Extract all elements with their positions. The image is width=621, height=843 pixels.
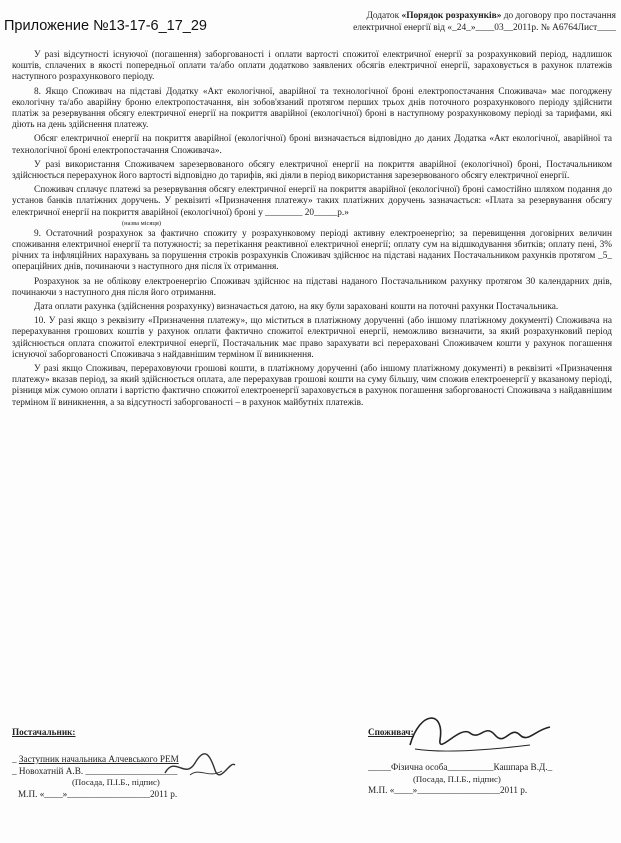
paragraph: Споживач сплачує платежі за резервування обсягу електричної енергії на покриття аварійної (екологічної) броні самостійно шляхом подання до установ банків платіжних доручень. У реквізиті «Призначення платежу» таких платіжних доручень зазначається: «Плата за резервування обсягу електричної енергії на покриття аварійної (екологічної) броні у ________ 20_____р.» [12, 185, 612, 218]
supplier-block [12, 727, 75, 739]
consumer-details: _____Фізична особа__________Кашпара В.Д._ (Посада, П.І.Б., підпис) М.П. «____»__________________2011 р. [368, 762, 613, 797]
consumer-signature [400, 705, 560, 765]
paragraph: У разі використання Споживачем зарезервованого обсягу електричної енергії на покриття аварійної (екологічної) броні, Постачальником здійснюється перерахунок його вартості відповідно до тарифів, які діяли в період використання зарезервованого обсягу електричної енергії. [12, 159, 612, 182]
header-suffix: до договору про постачання [503, 11, 616, 21]
document-body [12, 50, 612, 412]
paragraph: Обсяг електричної енергії на покриття аварійної (екологічної) броні визначається відповідно до даних Додатка «Акт екологічної, аварійної та технологічної броні електропостачання Споживача». [12, 134, 612, 156]
supplier-seal: М.П. «____»__________________2011 р. [18, 788, 178, 799]
attachment-label: Приложение №13-17-6_17_29 [4, 18, 207, 34]
paragraph: Дата оплати рахунка (здійснення розрахунку) визначається датою, на яку були зараховані кошти на поточні рахунки Постачальника. [34, 302, 559, 313]
paragraph: Розрахунок за не облікову електроенергію Споживач здійснює на підставі наданого Постачальником рахунку протягом 30 календарних днів, починаючи з наступного дня після його отримання. [12, 276, 612, 298]
supplier-name: Новохатній А.В. [18, 765, 84, 776]
header-prefix: Додаток [366, 11, 400, 21]
supplier-signature [160, 745, 240, 785]
document-header [278, 10, 616, 34]
consumer-seal: М.П. «____»__________________2011 р. [368, 785, 528, 795]
supplier-details: _ Заступник начальника Алчевського РЕМ _ Новохатній А.В. ____________________ (Посада, П.І.Б., підпис) М.П. «____»__________________2011 р. [12, 754, 272, 800]
paragraph: 10. У разі якщо з реквізиту «Призначення платежу», що міститься в платіжному дорученні (або іншому платіжному документі) Споживача на перерахування грошових коштів у рахунок оплати фактично спожитої електричної енергії, неможливо визначити, за який розрахунковий період здійснюється оплата спожитої електричної енергії, Постачальник має право зарахувати всі перераховані Споживачем кошти у рахунок погашення існуючої заборгованості Споживача з найдавнішим терміном її виникнення. [12, 316, 612, 360]
header-contract-line: електричної енергії від «_24_»____03__2011р. № А6764Лист____ [353, 23, 616, 33]
consumer-position: Фізична особа [390, 762, 448, 772]
month-caption: (назва місяця) [122, 219, 162, 227]
paragraph: 8. Якщо Споживач на підставі Додатку «Акт екологічної, аварійної та технологічної броні електропостачання Споживача» має погоджену екологічну та/або аварійну броню електропостачання, він зобов'язаний протягом перших трьох днів поточного розрахункового періоду здійснити платіж за резервування обсягу електричної енергії на покриття аварійної (екологічної) броні в наступному розрахунковому періоді за тарифами, які діють на день здійснення платежу. [12, 86, 612, 131]
paragraph: 9. Остаточний розрахунок за фактично спожиту у розрахунковому періоді активну електроенергію; за перевищення договірних величин споживання електричної енергії та потужності; за перетікання реактивної електричної енергії; оплату сум на відшкодування збитків; оплату пені, 3% річних та інфляційних нарахувань за порушення строків розрахунків Споживач здійснює на підставі наданих Постачальником рахунків протягом _5_ операційних днів, починаючи з наступного дня після їх отримання. [12, 228, 612, 273]
supplier-position: Заступник начальника Алчевського РЕМ [18, 754, 179, 764]
supplier-caption: (Посада, П.І.Б., підпис) [72, 777, 160, 787]
paragraph: У разі відсутності існуючої (погашення) заборгованості і оплати вартості спожитої електричної енергії за розрахунковий період, надлишок коштів, сплачених в якості попередньої оплати та/або оплати додатково заявлених обсягів електричної енергії, зараховується в рахунок платежів наступного розрахункового періоду. [12, 50, 612, 83]
header-title: «Порядок розрахунків» [401, 11, 502, 21]
consumer-caption: (Посада, П.І.Б., підпис) [413, 773, 501, 784]
consumer-title: Споживач: [368, 727, 414, 737]
consumer-name: Кашпара В.Д. [493, 762, 548, 772]
paragraph: У разі якщо Споживач, перераховуючи грошові кошти, в платіжному дорученні (або іншому платіжному документі) в реквізиті «Призначення платежу» вказав період, за який здійснюється оплата, але перерахував грошові кошти на суму більшу, чим спожив електроенергії у вказаному періоді, різниця між сумою оплати і вартістю фактично спожитої електроенергії зараховується в рахунок погашення заборгованості Споживача з найдавнішим терміном її виникнення, а за відсутності заборгованості – в рахунок майбутніх платежів. [12, 364, 612, 408]
supplier-title: Постачальник: [12, 727, 76, 737]
